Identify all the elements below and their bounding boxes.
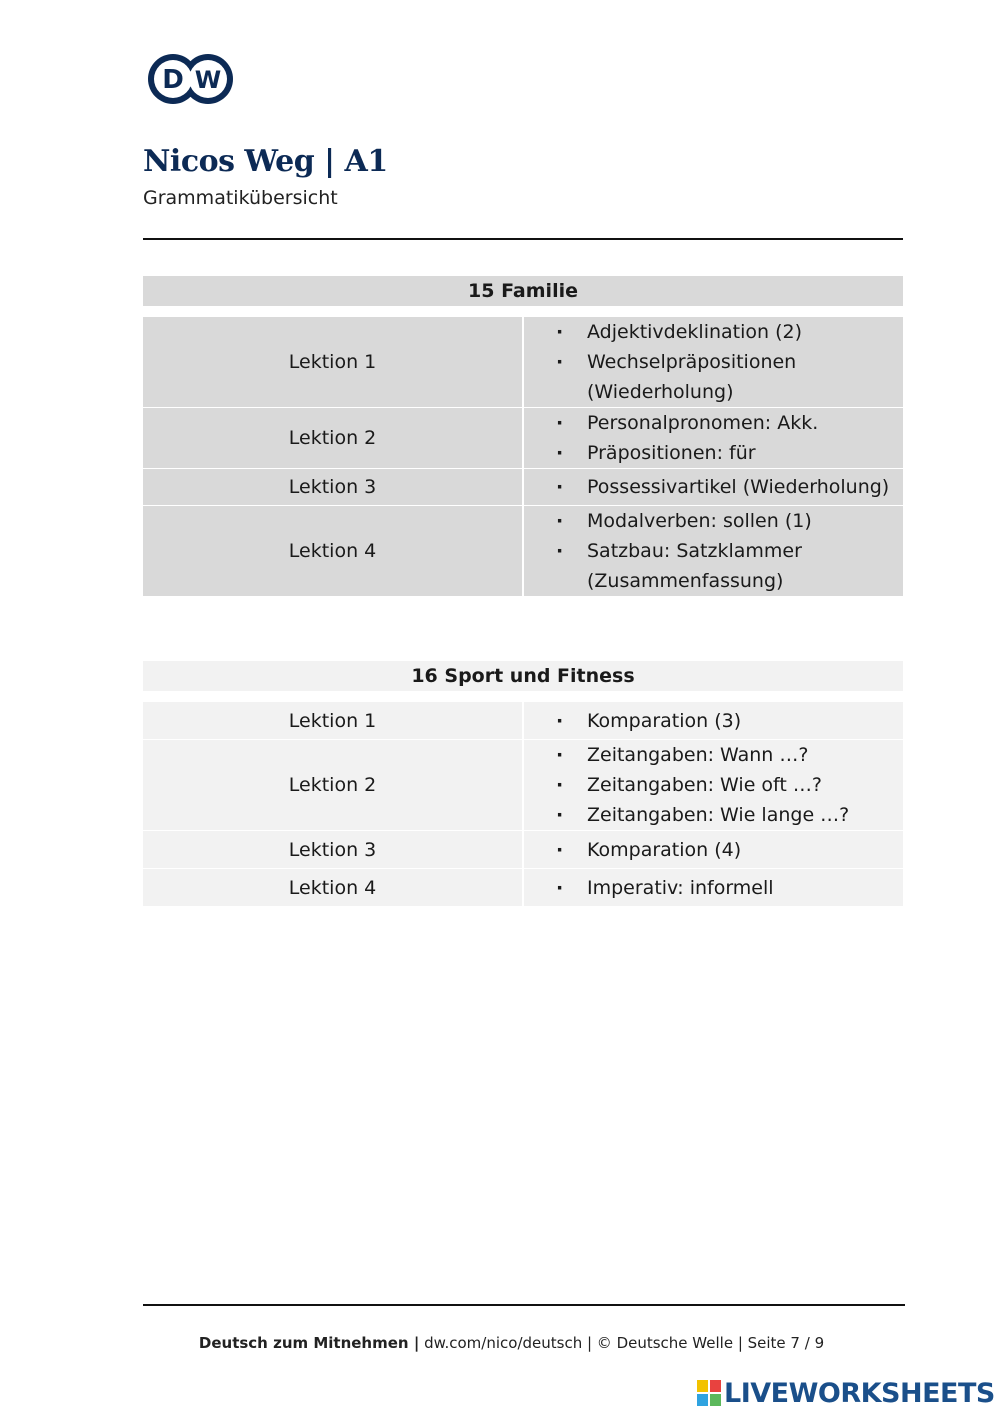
liveworksheets-text: LIVEWORKSHEETS [724, 1377, 995, 1409]
table-row [143, 468, 903, 505]
table-row [143, 505, 903, 596]
topic-list [524, 408, 818, 468]
table-row [143, 830, 903, 868]
footer-info: dw.com/nico/deutsch | © Deutsche Welle | Seite 7 / 9 [419, 1334, 825, 1352]
table-row [143, 407, 903, 468]
header-divider [143, 238, 903, 240]
footer-title: Deutsch zum Mitnehmen | [198, 1334, 420, 1352]
topic-list [524, 506, 893, 596]
topic-list [524, 873, 774, 903]
table-row [143, 702, 903, 739]
topic-list [524, 472, 889, 502]
topic-item: · Komparation (3) [524, 706, 741, 736]
topic-item: · Modalverben: sollen (1) [524, 506, 893, 536]
topic-item: · Possessivartikel (Wiederholung) [524, 472, 889, 502]
topic-item: · Zeitangaben: Wie oft …? [524, 770, 849, 800]
section-heading: 16 Sport und Fitness [143, 661, 903, 691]
topic-item: · Adjektivdeklination (2) [524, 317, 893, 347]
topic-item: · Wechselpräpositionen (Wiederholung) [524, 347, 893, 407]
lesson-label: Lektion 3 [143, 831, 522, 868]
topic-list [524, 835, 741, 865]
table-row [143, 317, 903, 407]
topic-item: · Komparation (4) [524, 835, 741, 865]
grammar-table-familie [143, 276, 903, 596]
page-footer [0, 1334, 1000, 1352]
topic-list [524, 706, 741, 736]
lesson-label: Lektion 2 [143, 408, 522, 468]
page-title: Nicos Weg | A1 [143, 144, 388, 179]
section-heading: 15 Familie [143, 276, 903, 306]
svg-text:D: D [162, 65, 184, 95]
liveworksheets-brand [697, 1376, 995, 1410]
liveworksheets-icon [697, 1380, 721, 1406]
topic-item: · Satzbau: Satzklammer (Zusammenfassung) [524, 536, 893, 596]
dw-logo [146, 52, 236, 106]
topic-item: · Präpositionen: für [524, 438, 818, 468]
lesson-label: Lektion 3 [143, 469, 522, 505]
topic-list [524, 317, 893, 407]
lesson-label: Lektion 1 [143, 317, 522, 407]
topic-item: · Zeitangaben: Wann …? [524, 740, 849, 770]
topic-item: · Personalpronomen: Akk. [524, 408, 818, 438]
lesson-label: Lektion 2 [143, 740, 522, 830]
lesson-label: Lektion 4 [143, 869, 522, 906]
table-row [143, 739, 903, 830]
grammar-table-sport [143, 661, 903, 906]
svg-text:W: W [194, 66, 222, 94]
lesson-label: Lektion 1 [143, 702, 522, 739]
footer-divider [143, 1304, 905, 1306]
topic-item: · Imperativ: informell [524, 873, 774, 903]
table-row [143, 868, 903, 906]
lesson-label: Lektion 4 [143, 506, 522, 596]
topic-item: · Zeitangaben: Wie lange …? [524, 800, 849, 830]
topic-list [524, 740, 849, 830]
page-subtitle: Grammatikübersicht [143, 187, 338, 209]
